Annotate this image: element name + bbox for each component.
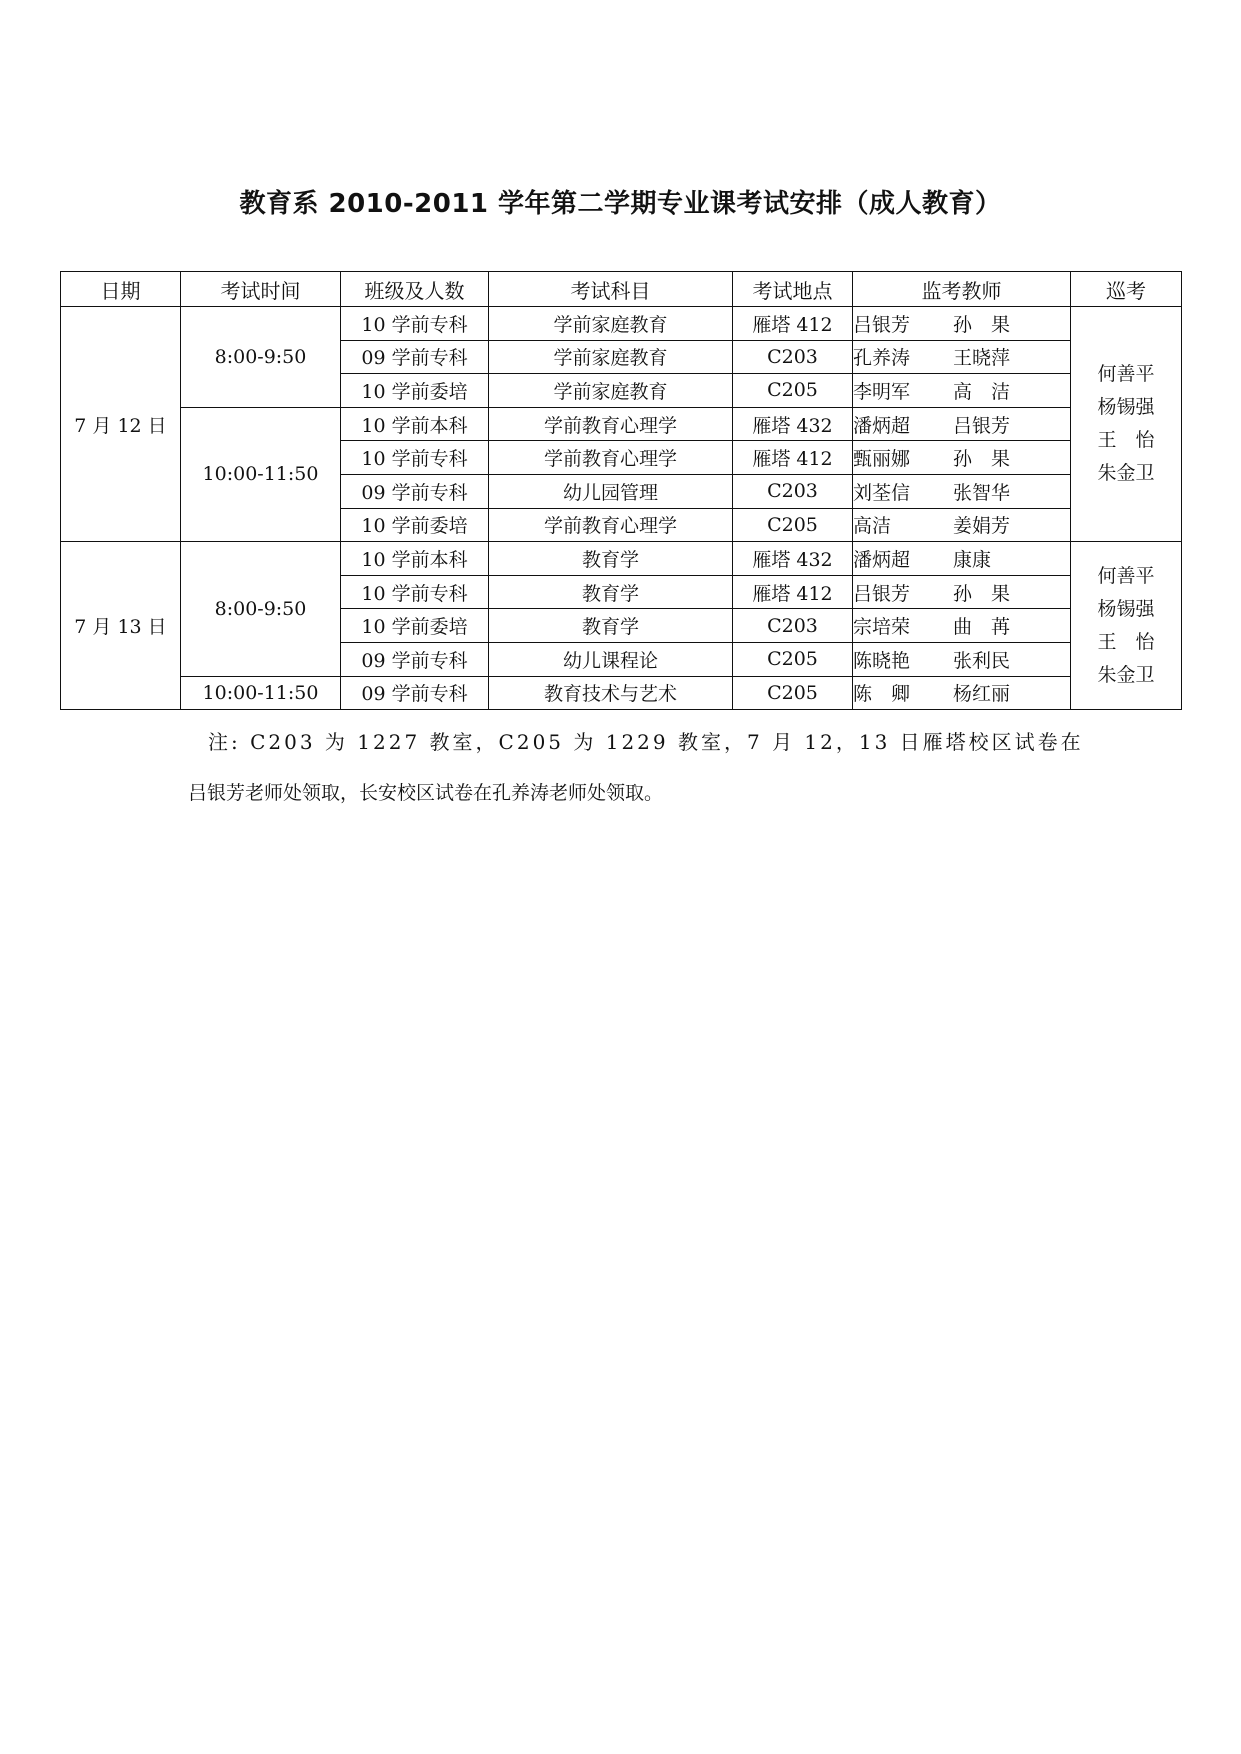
subject-cell: 幼儿课程论: [489, 642, 733, 676]
invigilator-name: 潘炳超: [853, 414, 911, 437]
class-cell: 10 学前委培: [341, 508, 489, 542]
invigilator-cell: [853, 575, 1071, 609]
time-cell: 8:00-9:50: [181, 542, 341, 676]
inspector-name: 杨锡强: [1097, 597, 1155, 620]
subject-cell: 教育学: [489, 609, 733, 643]
subject-cell: 学前教育心理学: [489, 441, 733, 475]
invigilator-cell: [853, 407, 1071, 441]
date-cell: 7 月 13 日: [61, 542, 181, 710]
header-location: 考试地点: [733, 272, 853, 307]
inspector-name: 杨锡强: [1097, 396, 1155, 419]
class-cell: 09 学前专科: [341, 642, 489, 676]
invigilator-name: 陈 卿: [853, 683, 911, 706]
subject-cell: 幼儿园管理: [489, 474, 733, 508]
invigilator-cell: [853, 542, 1071, 576]
invigilator-name: 杨红丽: [953, 683, 1011, 706]
invigilator-name: 高洁: [853, 515, 892, 538]
page-title: 教育系 2010-2011 学年第二学期专业课考试安排（成人教育）: [239, 189, 1002, 219]
table-row: [61, 542, 1182, 576]
location-cell: C205: [733, 676, 853, 710]
inspector-name: 朱金卫: [1097, 663, 1155, 686]
invigilator-cell: [853, 474, 1071, 508]
location-cell: 雁塔 432: [733, 542, 853, 576]
location-cell: C203: [733, 340, 853, 374]
class-cell: 10 学前本科: [341, 542, 489, 576]
invigilator-name: 曲 苒: [953, 616, 1011, 639]
subject-cell: 教育技术与艺术: [489, 676, 733, 710]
note-line-2: 吕银芳老师处领取，长安校区试卷在孔养涛老师处领取。: [188, 782, 664, 804]
class-cell: 10 学前专科: [341, 575, 489, 609]
subject-cell: 学前教育心理学: [489, 407, 733, 441]
invigilator-cell: [853, 307, 1071, 341]
invigilator-name: 张利民: [953, 649, 1011, 672]
class-cell: 09 学前专科: [341, 676, 489, 710]
table-row: [61, 407, 1182, 441]
invigilator-name: 孙 果: [953, 448, 1011, 471]
header-date: 日期: [61, 272, 181, 307]
location-cell: C205: [733, 508, 853, 542]
class-cell: 09 学前专科: [341, 340, 489, 374]
invigilator-name: 李明军: [853, 380, 911, 403]
invigilator-name: 孔养涛: [853, 347, 911, 370]
location-cell: 雁塔 432: [733, 407, 853, 441]
location-cell: C205: [733, 642, 853, 676]
invigilator-name: 陈晓艳: [853, 649, 911, 672]
invigilator-name: 孙 果: [953, 313, 1011, 336]
header-class: 班级及人数: [341, 272, 489, 307]
header-subject: 考试科目: [489, 272, 733, 307]
inspector-cell: [1071, 307, 1182, 542]
invigilator-name: 刘荃信: [853, 481, 911, 504]
invigilator-cell: [853, 676, 1071, 710]
invigilator-name: 吕银芳: [953, 414, 1011, 437]
class-cell: 10 学前专科: [341, 307, 489, 341]
invigilator-cell: [853, 642, 1071, 676]
invigilator-name: 高 洁: [953, 380, 1011, 403]
exam-schedule-table: [60, 271, 1182, 710]
subject-cell: 教育学: [489, 575, 733, 609]
invigilator-cell: [853, 609, 1071, 643]
class-cell: 10 学前专科: [341, 441, 489, 475]
inspector-name: 朱金卫: [1097, 462, 1155, 485]
invigilator-name: 康康: [953, 548, 992, 571]
header-inspectors: 巡考: [1071, 272, 1182, 307]
table-header-row: [61, 272, 1182, 307]
location-cell: C203: [733, 474, 853, 508]
inspector-name: 何善平: [1097, 363, 1155, 386]
invigilator-name: 甄丽娜: [853, 448, 911, 471]
invigilator-cell: [853, 340, 1071, 374]
invigilator-name: 宗培荣: [853, 616, 911, 639]
subject-cell: 教育学: [489, 542, 733, 576]
invigilator-cell: [853, 374, 1071, 408]
class-cell: 10 学前委培: [341, 374, 489, 408]
invigilator-name: 张智华: [953, 481, 1011, 504]
subject-cell: 学前家庭教育: [489, 307, 733, 341]
subject-cell: 学前教育心理学: [489, 508, 733, 542]
header-invigilators: 监考教师: [853, 272, 1071, 307]
invigilator-name: 王晓萍: [953, 347, 1011, 370]
invigilator-name: 吕银芳: [853, 582, 911, 605]
location-cell: 雁塔 412: [733, 575, 853, 609]
location-cell: 雁塔 412: [733, 441, 853, 475]
class-cell: 10 学前本科: [341, 407, 489, 441]
location-cell: C203: [733, 609, 853, 643]
invigilator-name: 姜娟芳: [953, 515, 1011, 538]
invigilator-name: 孙 果: [953, 582, 1011, 605]
inspector-name: 王 怡: [1097, 630, 1155, 653]
inspector-name: 何善平: [1097, 564, 1155, 587]
time-cell: 8:00-9:50: [181, 307, 341, 408]
location-cell: 雁塔 412: [733, 307, 853, 341]
invigilator-name: 吕银芳: [853, 313, 911, 336]
subject-cell: 学前家庭教育: [489, 340, 733, 374]
time-cell: 10:00-11:50: [181, 407, 341, 541]
invigilator-cell: [853, 508, 1071, 542]
inspector-cell: [1071, 542, 1182, 710]
table-row: [61, 676, 1182, 710]
invigilator-name: 潘炳超: [853, 548, 911, 571]
location-cell: C205: [733, 374, 853, 408]
note-line-1: 注: C203 为 1227 教室，C205 为 1229 教室，7 月 12，13 日雁塔校区试卷在: [208, 730, 1084, 754]
time-cell: 10:00-11:50: [181, 676, 341, 710]
table-row: [61, 307, 1182, 341]
invigilator-cell: [853, 441, 1071, 475]
class-cell: 10 学前委培: [341, 609, 489, 643]
date-cell: 7 月 12 日: [61, 307, 181, 542]
inspector-name: 王 怡: [1097, 429, 1155, 452]
subject-cell: 学前家庭教育: [489, 374, 733, 408]
header-time: 考试时间: [181, 272, 341, 307]
class-cell: 09 学前专科: [341, 474, 489, 508]
